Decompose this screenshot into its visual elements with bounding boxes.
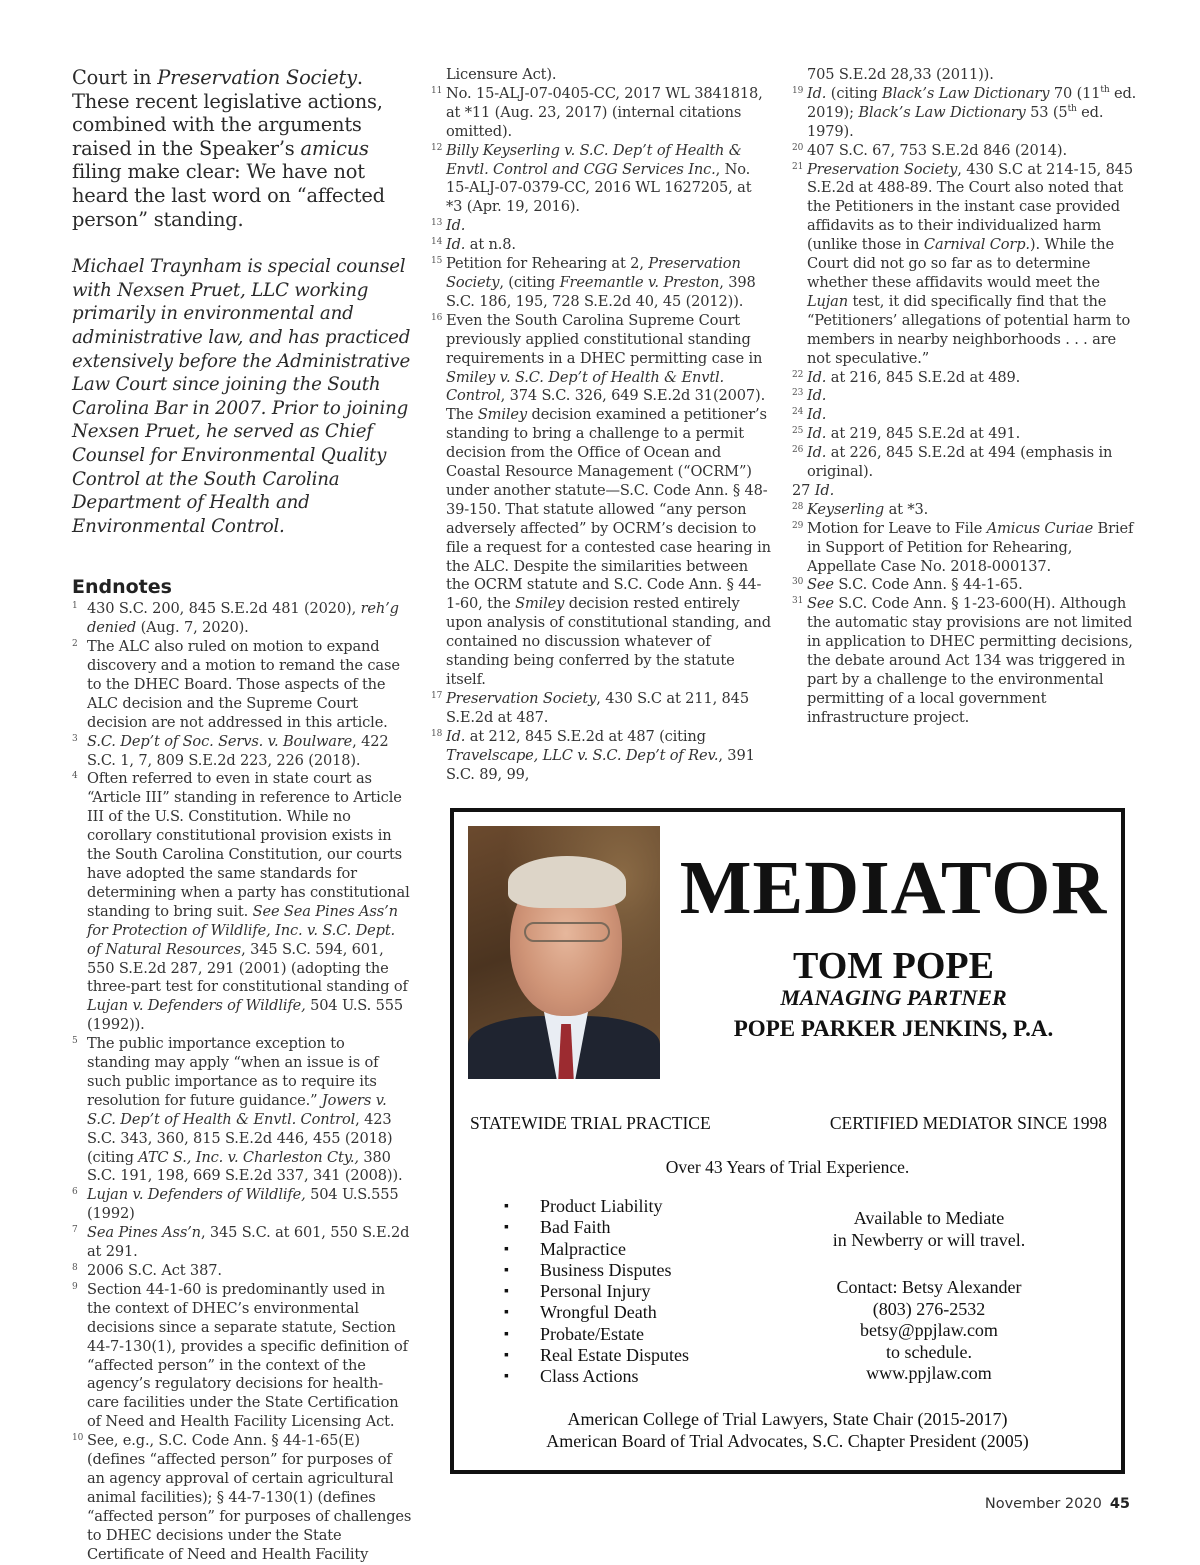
endnote-number: 6 xyxy=(72,1187,78,1198)
endnote: 23 Id. xyxy=(792,387,1137,406)
endnote: 21 Preservation Society, 430 S.C at 214-15, 845 S.E.2d at 488-89. The Court also noted that the Petitioners in the instant case provided affidavits as to their individualized harm (unlike those in Carnival Corp.). While the Court did not go so far as to determine whether these affidavits would meet the Lujan test, it did specifically find that the “Petitioners’ allegations of potential harm to members in nearby neighborhoods . . . are not speculative.” xyxy=(792,161,1137,369)
endnote-number: 10 xyxy=(72,1433,84,1444)
endnote-number: 23 xyxy=(792,388,804,399)
endnote: 13 Id. xyxy=(431,217,771,236)
association-line: American Board of Trial Advocates, S.C. Chapter President (2005) xyxy=(546,1431,1029,1451)
endnote: Licensure Act). xyxy=(446,66,557,83)
endnote: 14 Id. at n.8. xyxy=(431,236,771,255)
practice-area-item: ▪ Malpractice xyxy=(504,1239,689,1260)
endnote: 20 407 S.C. 67, 753 S.E.2d 846 (2014). xyxy=(792,142,1137,161)
contact-name: Contact: Betsy Alexander xyxy=(836,1277,1022,1297)
endnote: 30 See S.C. Code Ann. § 44-1-65. xyxy=(792,576,1137,595)
endnote: 4 Often referred to even in state court as “Article III” standing in reference to Article III of the U.S. Constitution. While no corollary constitutional provision exists in the South Carolina Constitution, our courts have adopted the same standards for determining when a party has constitutional standing to bring suit. See Sea Pines Ass’n for Protection of Wildlife, Inc. v. S.C. Dept. of Natural Resources, 345 S.C. 594, 601, 550 S.E.2d 287, 291 (2001) (adopting the three-part test for constitutional standing of Lujan v. Defenders of Wildlife, 504 U.S. 555 (1992)). xyxy=(72,770,412,1035)
practice-area-item: ▪ Wrongful Death xyxy=(504,1302,689,1323)
endnote-number: 9 xyxy=(72,1281,78,1292)
endnote-number: 20 xyxy=(792,142,804,153)
endnote: 15 Petition for Rehearing at 2, Preservation Society, (citing Freemantle v. Preston, 398 S.C. 186, 195, 728 S.E.2d 40, 45 (2012)). xyxy=(431,255,771,312)
contact-website[interactable]: www.ppjlaw.com xyxy=(866,1363,992,1383)
endnote: 11 No. 15-ALJ-07-0405-CC, 2017 WL 3841818, at *11 (Aug. 23, 2017) (internal citations omitted). xyxy=(431,85,771,142)
endnote-number: 25 xyxy=(792,426,804,437)
endnote: 6 Lujan v. Defenders of Wildlife, 504 U.S.555 (1992) xyxy=(72,1186,412,1224)
endnote-number: 11 xyxy=(431,85,443,96)
endnote: 10 See, e.g., S.C. Code Ann. § 44-1-65(E) (defines “affected person” for purposes of an agency approval of certain agricultural animal facilities); § 44-7-130(1) (defines “affected person” for purposes of challenges to DHEC decisions under the State Certificate of Need and Health Facility xyxy=(72,1432,412,1564)
ad-name: TOM POPE xyxy=(793,945,994,987)
endnote-number: 18 xyxy=(431,728,443,739)
endnote-number: 28 xyxy=(792,501,804,512)
endnote-number: 15 xyxy=(431,256,443,267)
ad-title: MEDIATOR xyxy=(679,846,1108,930)
endnote: 705 S.E.2d 28,33 (2011)). xyxy=(807,66,994,83)
author-bio: Michael Traynham is special counsel with Nexsen Pruet, LLC working primarily in environmental and administrative law, and has practiced extensively before the Administrative Law Court since joining the South Carolina Bar in 2007. Prior to joining Nexsen Pruet, he served as Chief Counsel for Environmental Quality Control at the South Carolina Department of Health and Environmental Control. xyxy=(72,256,411,537)
endnote: 9 Section 44-1-60 is predominantly used in the context of DHEC’s environmental decisions since a separate statute, Section 44-7-130(1), provides a specific definition of “affected person” in the context of the agency’s regulatory decisions for health-care facilities under the State Certification of Need and Health Facility Licensing Act. xyxy=(72,1281,412,1432)
closing-paragraph: Court in Preservation Society. These recent legislative actions, combined with the arguments raised in the Speaker’s amicus filing make clear: We have not heard the last word on “affected person” standing. xyxy=(72,66,385,231)
endnote-number: 22 xyxy=(792,369,804,380)
endnote-number: 4 xyxy=(72,771,78,782)
availability-line: Available to Mediate xyxy=(853,1208,1005,1228)
endnote-number: 30 xyxy=(792,577,804,588)
endnote-number: 26 xyxy=(792,445,804,456)
endnote-number: 1 xyxy=(72,601,78,612)
endnote-number: 29 xyxy=(792,520,804,531)
endnote-number: 27 xyxy=(792,481,815,499)
endnote: 12 Billy Keyserling v. S.C. Dep’t of Health & Envtl. Control and CGG Services Inc., No. 15-ALJ-07-0379-CC, 2016 WL 1627205, at *3 (Apr. 19, 2016). xyxy=(431,142,771,218)
endnote: 31 See S.C. Code Ann. § 1-23-600(H). Although the automatic stay provisions are not limited in application to DHEC permitting decisions, the debate around Act 134 was triggered in part by a challenge to the environmental permitting of a local government infrastructure project. xyxy=(792,595,1137,727)
availability-line: in Newberry or will travel. xyxy=(832,1230,1026,1250)
ad-contact xyxy=(799,1277,1059,1385)
ad-experience: Over 43 Years of Trial Experience. xyxy=(665,1157,910,1177)
endnote-number: 19 xyxy=(792,85,804,96)
ad-firm: POPE PARKER JENKINS, P.A. xyxy=(733,1016,1054,1041)
practice-area-item: ▪ Personal Injury xyxy=(504,1281,689,1302)
endnote: 29 Motion for Leave to File Amicus Curiae Brief in Support of Petition for Rehearing, Appellate Case No. 2018-000137. xyxy=(792,520,1137,577)
column-right xyxy=(792,66,1137,728)
endnote-number: 7 xyxy=(72,1225,78,1236)
endnote: 26 Id. at 226, 845 S.E.2d at 494 (emphasis in original). xyxy=(792,444,1137,482)
practice-area-item: ▪ Product Liability xyxy=(504,1196,689,1217)
ad-certification-tag: CERTIFIED MEDIATOR SINCE 1998 xyxy=(829,1113,1107,1133)
ad-associations xyxy=(454,1408,1121,1452)
endnote: 1 430 S.C. 200, 845 S.E.2d 481 (2020), reh’g denied (Aug. 7, 2020). xyxy=(72,600,412,638)
endnotes-list-col3 xyxy=(792,66,1137,728)
endnote-number: 31 xyxy=(792,596,804,607)
column-middle xyxy=(431,66,771,784)
endnote-number: 3 xyxy=(72,733,78,744)
contact-phone: (803) 276-2532 xyxy=(872,1298,986,1319)
practice-area-item: ▪ Business Disputes xyxy=(504,1260,689,1281)
endnote-number: 2 xyxy=(72,639,78,650)
endnote: 2 The ALC also ruled on motion to expand discovery and a motion to remand the case to the DHEC Board. Those aspects of the ALC decision and the Supreme Court decision are not addressed in this article. xyxy=(72,638,412,733)
practice-area-item: ▪ Real Estate Disputes xyxy=(504,1345,689,1366)
endnotes-heading: Endnotes xyxy=(72,576,172,599)
mediator-advertisement xyxy=(450,808,1125,1474)
contact-note: to schedule. xyxy=(886,1341,972,1362)
endnote: 17 Preservation Society, 430 S.C at 211, 845 S.E.2d at 487. xyxy=(431,690,771,728)
association-line: American College of Trial Lawyers, State Chair (2015-2017) xyxy=(567,1409,1008,1429)
endnote: 16 Even the South Carolina Supreme Court previously applied constitutional standing requirements in a DHEC permitting case in Smiley v. S.C. Dep’t of Health & Envtl. Control, 374 S.C. 326, 649 S.E.2d 31(2007). The Smiley decision examined a petitioner’s standing to bring a challenge to a permit decision from the Office of Ocean and Coastal Resource Management (“OCRM”) under another statute—S.C. Code Ann. § 48-39-150. That statute allowed “any person adversely affected” by OCRM’s decision to file a request for a contested case hearing in the ALC. Despite the similarities between the OCRM statute and S.C. Code Ann. § 44-1-60, the Smiley decision rested entirely upon analysis of constitutional standing, and contained no discussion whatever of standing being conferred by the statute itself. xyxy=(431,312,771,690)
endnotes-list-col2 xyxy=(431,66,771,784)
endnote: 7 Sea Pines Ass’n, 345 S.C. at 601, 550 S.E.2d at 291. xyxy=(72,1224,412,1262)
practice-area-item: ▪ Bad Faith xyxy=(504,1217,689,1238)
practice-area-item: ▪ Class Actions xyxy=(504,1366,689,1387)
endnote: 19 Id. (citing Black’s Law Dictionary 70 (11th ed. 2019); Black’s Law Dictionary 53 (5th ed. 1979). xyxy=(792,85,1137,142)
endnote: 28 Keyserling at *3. xyxy=(792,501,1137,520)
endnote-number: 16 xyxy=(431,312,443,323)
endnote-number: 14 xyxy=(431,237,443,248)
ad-availability xyxy=(799,1207,1059,1251)
endnote: 27 Id. xyxy=(792,481,835,499)
endnote-number: 8 xyxy=(72,1263,78,1273)
practice-areas-list xyxy=(504,1196,689,1388)
portrait-photo xyxy=(468,826,660,1079)
page-number: 45 xyxy=(1109,1496,1130,1512)
endnote-number: 24 xyxy=(792,407,804,418)
endnote: 25 Id. at 219, 845 S.E.2d at 491. xyxy=(792,425,1137,444)
endnote-number: 5 xyxy=(72,1036,78,1047)
endnote-number: 12 xyxy=(431,142,443,153)
practice-area-item: ▪ Probate/Estate xyxy=(504,1324,689,1345)
column-left xyxy=(72,66,412,1565)
endnote-number: 21 xyxy=(792,161,804,172)
ad-practice-tag: STATEWIDE TRIAL PRACTICE xyxy=(470,1113,711,1133)
endnotes-list-col1 xyxy=(72,600,412,1564)
page-footer xyxy=(985,1496,1130,1512)
endnote: 18 Id. at 212, 845 S.E.2d at 487 (citing Travelscape, LLC v. S.C. Dep’t of Rev., 391 S.C. 89, 99, xyxy=(431,728,771,785)
endnote-number: 13 xyxy=(431,218,443,229)
ad-role: MANAGING PARTNER xyxy=(780,985,1007,1010)
endnote-number: 17 xyxy=(431,690,443,701)
issue-date: November 2020 xyxy=(984,1496,1102,1512)
endnote: 8 2006 S.C. Act 387. xyxy=(72,1262,412,1281)
contact-email[interactable]: betsy@ppjlaw.com xyxy=(860,1320,998,1340)
endnote: 3 S.C. Dep’t of Soc. Servs. v. Boulware, 422 S.C. 1, 7, 809 S.E.2d 223, 226 (2018). xyxy=(72,733,412,771)
endnote: 22 Id. at 216, 845 S.E.2d at 489. xyxy=(792,369,1137,388)
endnote: 24 Id. xyxy=(792,406,1137,425)
endnote: 5 The public importance exception to standing may apply “when an issue is of such public importance as to require its resolution for future guidance.” Jowers v. S.C. Dep’t of Health & Envtl. Control, 423 S.C. 343, 360, 815 S.E.2d 446, 455 (2018) (citing ATC S., Inc. v. Charleston Cty., 380 S.C. 191, 198, 669 S.E.2d 337, 341 (2008)). xyxy=(72,1035,412,1186)
